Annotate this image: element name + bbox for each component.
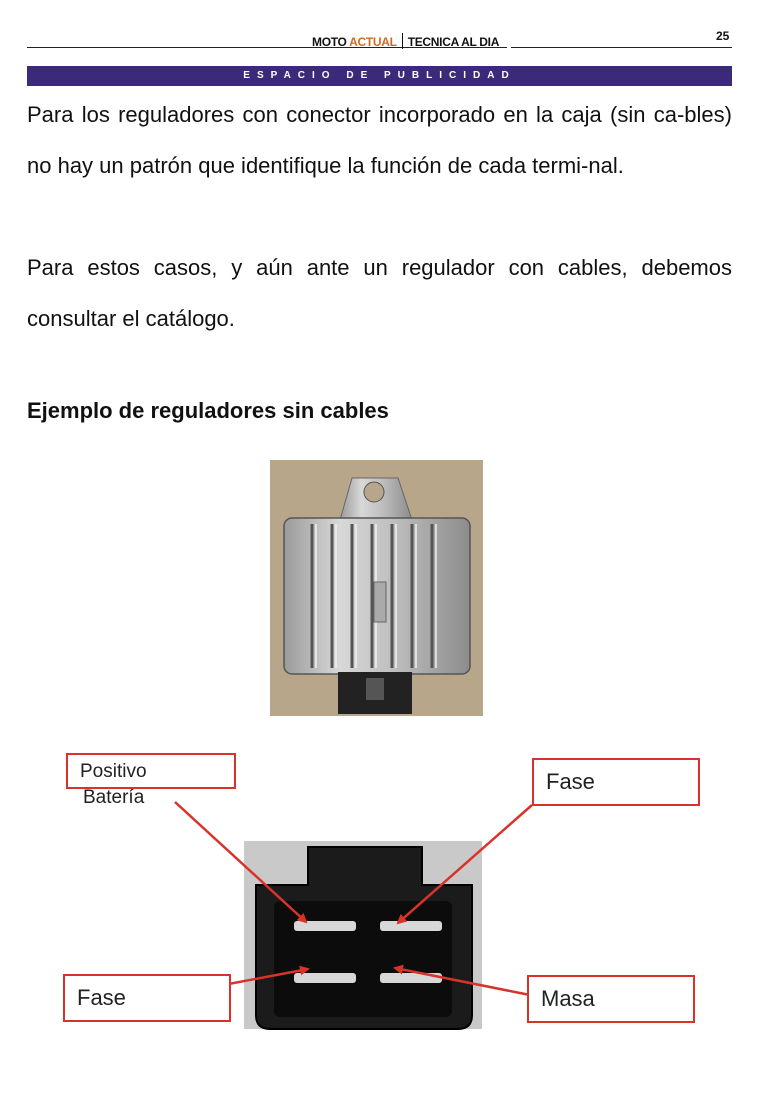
callout-positivo: [66, 753, 236, 789]
page-number: 25: [716, 29, 730, 43]
regulator-illustration: [270, 460, 483, 716]
label-fase-top: Fase: [546, 769, 595, 794]
brand-prefix: MOTO: [312, 35, 350, 49]
regulator-photo: [270, 460, 483, 716]
paragraph-1: Para los reguladores con conector incorporado en la caja (sin ca-bles) no hay un patrón que identifique la función de cada termi-nal.: [27, 102, 732, 178]
magazine-brand: [312, 33, 499, 49]
label-fase-left: Fase: [77, 985, 126, 1010]
section-heading: Ejemplo de reguladores sin cables: [27, 398, 389, 423]
brand-section: TECNICA AL DIA: [407, 35, 500, 49]
label-bateria: Batería: [83, 787, 145, 808]
brand-separator: [402, 33, 403, 49]
callout-fase-left: [63, 974, 231, 1022]
callout-masa: [527, 975, 695, 1023]
connector-diagram: [60, 745, 710, 1045]
ad-banner: ESPACIO DE PUBLICIDAD: [27, 66, 732, 86]
label-positivo: Positivo: [80, 761, 147, 782]
label-masa: Masa: [541, 986, 595, 1011]
callout-fase-top: [532, 758, 700, 806]
header-rule-right: [511, 47, 732, 48]
paragraph-2: Para estos casos, y aún ante un regulador con cables, debemos consultar el catálogo.: [27, 255, 732, 331]
brand-accent: ACTUAL: [349, 35, 397, 49]
